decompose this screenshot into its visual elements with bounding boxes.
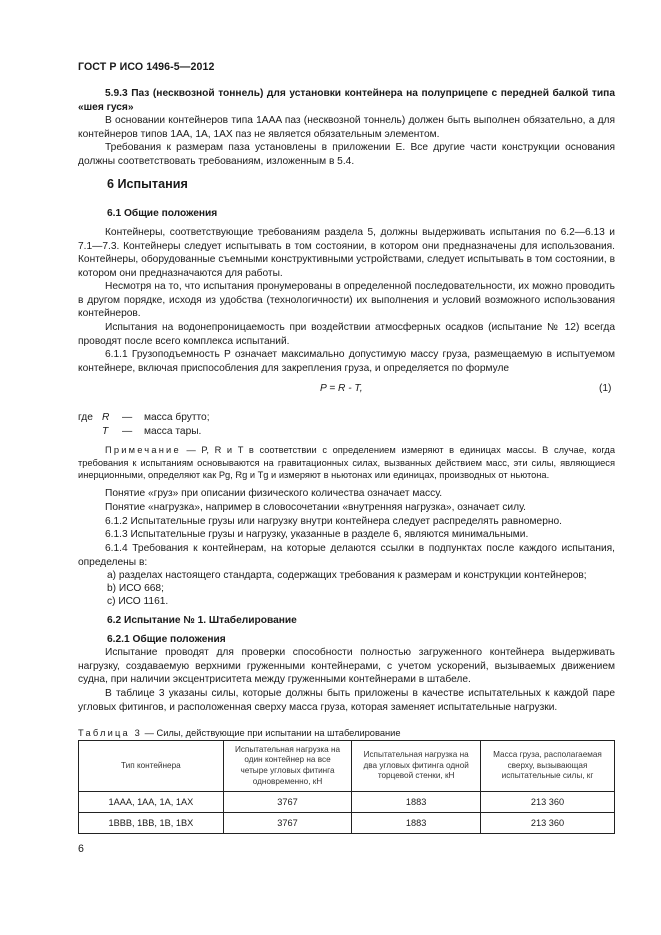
where-text-r: масса брутто; [144,412,210,423]
list-item: с) ИСО 1161. [107,596,169,607]
section-5-9-3-title: 5.9.3 Паз (несквозной тоннель) для установки контейнера на полуприцепе с передней балкой типа «шея гуся» [78,88,615,113]
paragraph: 6.1.3 Испытательные грузы и нагрузку, указанные в разделе 6, являются минимальными. [105,529,529,540]
formula: P = R - T, [320,383,363,394]
table-header-cell: Тип контейнера [79,741,224,792]
table-header-cell: Масса груза, располагаемая сверху, вызывающая испытательные силы, кг [480,741,614,792]
section-6-title: 6 Испытания [107,177,188,191]
paragraph: Понятие «груз» при описании физического количества означает массу. [105,488,443,499]
table-row [79,813,615,834]
list-item: а) разделах настоящего стандарта, содержащих требования к размерам и конструкции контейнеров; [107,570,587,581]
table-row [79,792,615,813]
table-header-row [79,741,615,792]
table-header-cell: Испытательная нагрузка на два угловых фитинга одной торцевой стенки, кН [352,741,481,792]
note-label: Примечание [105,445,181,455]
paragraph: 6.1.1 Грузоподъемность P означает максимально допустимую массу груза, размещаемую в испытуемом контейнере, включая приспособления для закрепления груза, и определяется по формуле [78,349,615,374]
where-symbol-t: T [102,426,109,437]
table-caption-label: Таблица 3 [78,728,143,738]
table-cell: 1883 [352,792,481,813]
note-text: — P, R и T в соответствии с определением измеряют в единицах массы. В случае, когда требования к испытаниям основываются на гравитационных силах, вызванных действием масс, эти силы, являющиеся инерционными, определяют как Pg, Rg и Tg и измеряют в ньютонах или единицах, производных от ньютона. [78,445,615,480]
stacking-forces-table [78,740,615,834]
table-cell: 1AAA, 1AA, 1A, 1AX [79,792,224,813]
table-cell: 1BBB, 1BB, 1B, 1BX [79,813,224,834]
formula-number: (1) [599,383,612,394]
table-caption [78,727,401,741]
table-cell: 1883 [352,813,481,834]
table-cell: 3767 [223,813,352,834]
table-cell: 213 360 [480,792,614,813]
list-item: b) ИСО 668; [107,583,164,594]
note [78,444,615,482]
where-label: где [78,412,93,423]
paragraph: 6.1.4 Требования к контейнерам, на которые делаются ссылки в подпунктах после каждого испытания, определены в: [78,543,615,568]
section-6-1-title: 6.1 Общие положения [107,208,218,219]
table-header-cell: Испытательная нагрузка на один контейнер на все четыре угловых фитинга одновременно, кН [223,741,352,792]
section-6-2-1-title: 6.2.1 Общие положения [107,634,226,645]
where-text-t: масса тары. [144,426,202,437]
paragraph: Понятие «нагрузка», например в словосочетании «внутренняя нагрузка», означает силу. [105,502,526,513]
document-header: ГОСТ Р ИСО 1496-5—2012 [78,61,215,73]
table-cell: 213 360 [480,813,614,834]
table-caption-text: — Силы, действующие при испытании на штабелирование [142,728,401,738]
paragraph: В таблице 3 указаны силы, которые должны быть приложены в качестве испытательных к каждой паре угловых фитингов, и расположенная сверху масса груза, которая заменяет испытательные нагрузки. [78,688,615,713]
section-6-2-title: 6.2 Испытание № 1. Штабелирование [107,615,297,626]
paragraph: Требования к размерам паза установлены в приложении Е. Все другие части конструкции основания должны соответствовать требованиям, изложенным в 5.4. [78,142,615,167]
paragraph: Испытание проводят для проверки способности полностью загруженного контейнера выдерживать нагрузку, создаваемую верхними груженными контейнерами, с учетом ускорений, вызываемых движением судна, при наличии эксцентриситета между груженными контейнерами в штабеле. [78,647,615,686]
where-dash: — [122,426,133,437]
where-symbol-r: R [102,412,110,423]
paragraph: Испытания на водонепроницаемость при воздействии атмосферных осадков (испытание № 12) всегда проводят после всего комплекса испытаний. [78,322,615,347]
where-dash: — [122,412,133,423]
paragraph: Несмотря на то, что испытания пронумерованы в определенной последовательности, их можно проводить в другом порядке, исходя из удобства (технологичности) их выполнения и условий возможного использования контейнеров. [78,281,615,320]
paragraph: В основании контейнеров типа 1AAA паз (несквозной тоннель) должен быть выполнен обязательно, а для контейнеров типов 1AA, 1A, 1AX паз не является обязательным элементом. [78,115,615,140]
paragraph: Контейнеры, соответствующие требованиям раздела 5, должны выдерживать испытания по 6.2—6.13 и 7.1—7.3. Контейнеры следует испытывать в том состоянии, в котором они предназначены для использования. Контейнеры, оборудованные съемными конструктивными устройствами, следует испытывать в том состоянии, в котором они предназначаются для работы. [78,227,615,279]
paragraph: 6.1.2 Испытательные грузы или нагрузку внутри контейнера следует распределять равномерно. [105,516,562,527]
page-number: 6 [78,843,84,855]
table-cell: 3767 [223,792,352,813]
